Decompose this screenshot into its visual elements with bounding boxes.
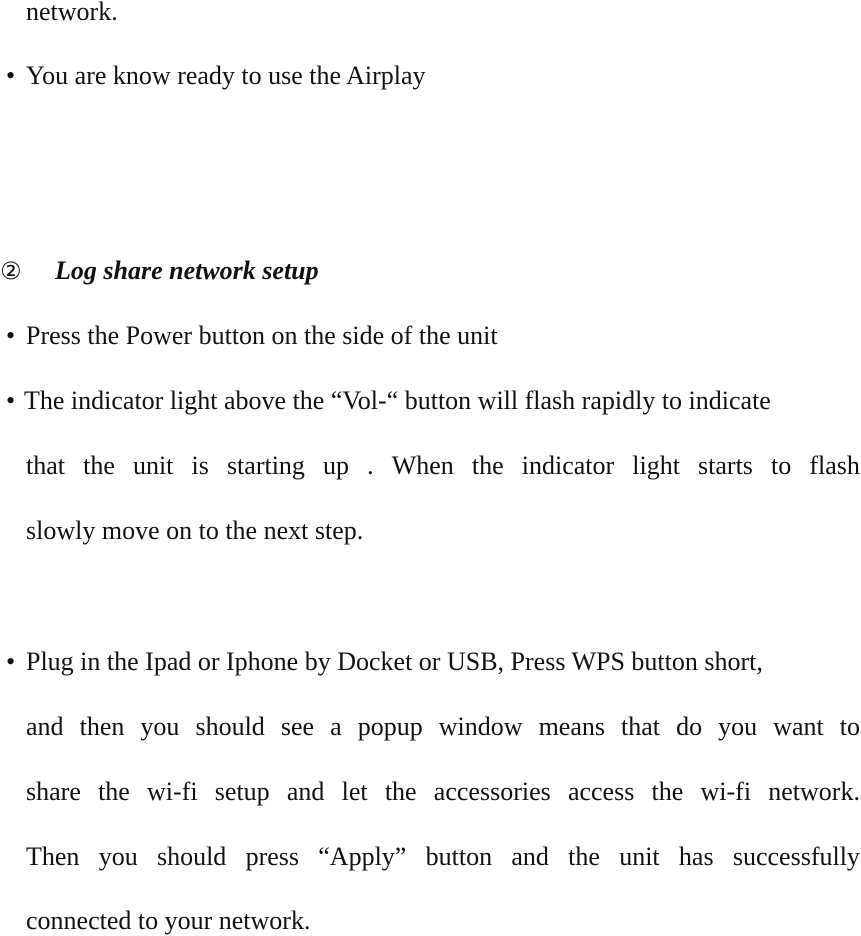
bullet-icon: • <box>6 321 16 350</box>
bullet-icon: • <box>6 386 16 415</box>
section-title: Log share network setup <box>55 256 319 285</box>
list-item-text: The indicator light above the “Vol-“ button will flash rapidly to indicate <box>24 386 771 415</box>
word: see <box>280 712 315 741</box>
list-item-plug-in-line-5: connected to your network. <box>26 906 311 935</box>
word: accessories <box>433 777 551 806</box>
word: share <box>26 777 81 806</box>
word: . <box>367 451 374 480</box>
word: want <box>773 712 824 741</box>
word: should <box>156 842 227 871</box>
word: light <box>632 451 680 480</box>
word: wi-fi <box>700 777 752 806</box>
word: the <box>384 777 417 806</box>
list-item-plug-in-line-4 <box>26 842 860 872</box>
word: is <box>191 451 209 480</box>
word: button <box>425 842 493 871</box>
word: that <box>621 712 661 741</box>
word: unit <box>619 842 660 871</box>
word: the <box>471 451 504 480</box>
word: the <box>98 777 130 806</box>
list-item-airplay-ready <box>6 61 861 91</box>
list-item-text: Plug in the Ipad or Iphone by Docket or USB, Press WPS button short, <box>26 647 763 676</box>
list-item-plug-in <box>6 647 861 677</box>
word: you <box>98 842 138 871</box>
word: flash <box>809 451 860 480</box>
word: let <box>341 777 368 806</box>
word: and <box>26 712 64 741</box>
word: and <box>286 777 325 806</box>
paragraph-fragment: network. <box>26 0 118 26</box>
list-item-power <box>6 321 861 351</box>
word: you <box>140 712 180 741</box>
list-item-indicator <box>6 386 861 416</box>
section-heading <box>0 256 319 286</box>
word: window <box>438 712 523 741</box>
word: successfully <box>732 842 860 871</box>
word: network. <box>768 777 860 806</box>
word: and <box>511 842 549 871</box>
word: press <box>245 842 299 871</box>
word: wi-fi <box>147 777 198 806</box>
word: popup <box>357 712 423 741</box>
word: indicator <box>521 451 615 480</box>
word: to <box>771 451 792 480</box>
word: has <box>678 842 714 871</box>
list-item-plug-in-line-2 <box>26 712 860 742</box>
word: When <box>391 451 454 480</box>
circled-number-icon: ② <box>0 257 22 285</box>
word: starting <box>226 451 305 480</box>
word: should <box>195 712 265 741</box>
word: unit <box>132 451 174 480</box>
word: means <box>538 712 605 741</box>
word: to <box>839 712 860 741</box>
word: then <box>79 712 125 741</box>
word: do <box>676 712 703 741</box>
word: access <box>567 777 635 806</box>
word: the <box>83 451 115 480</box>
list-item-text: You are know ready to use the Airplay <box>26 61 426 90</box>
word: up <box>323 451 350 480</box>
list-item-indicator-line-3: slowly move on to the next step. <box>26 516 364 545</box>
word: the <box>651 777 684 806</box>
word: a <box>330 712 342 741</box>
word: that <box>26 451 65 480</box>
word: the <box>568 842 600 871</box>
list-item-indicator-line-2 <box>26 451 860 481</box>
bullet-icon: • <box>6 61 16 90</box>
word: Then <box>26 842 80 871</box>
bullet-icon: • <box>6 647 16 676</box>
word: starts <box>698 451 753 480</box>
word: “Apply” <box>318 842 407 871</box>
word: you <box>718 712 758 741</box>
word: setup <box>214 777 270 806</box>
list-item-text: Press the Power button on the side of the unit <box>26 321 498 350</box>
list-item-plug-in-line-3 <box>26 777 860 807</box>
